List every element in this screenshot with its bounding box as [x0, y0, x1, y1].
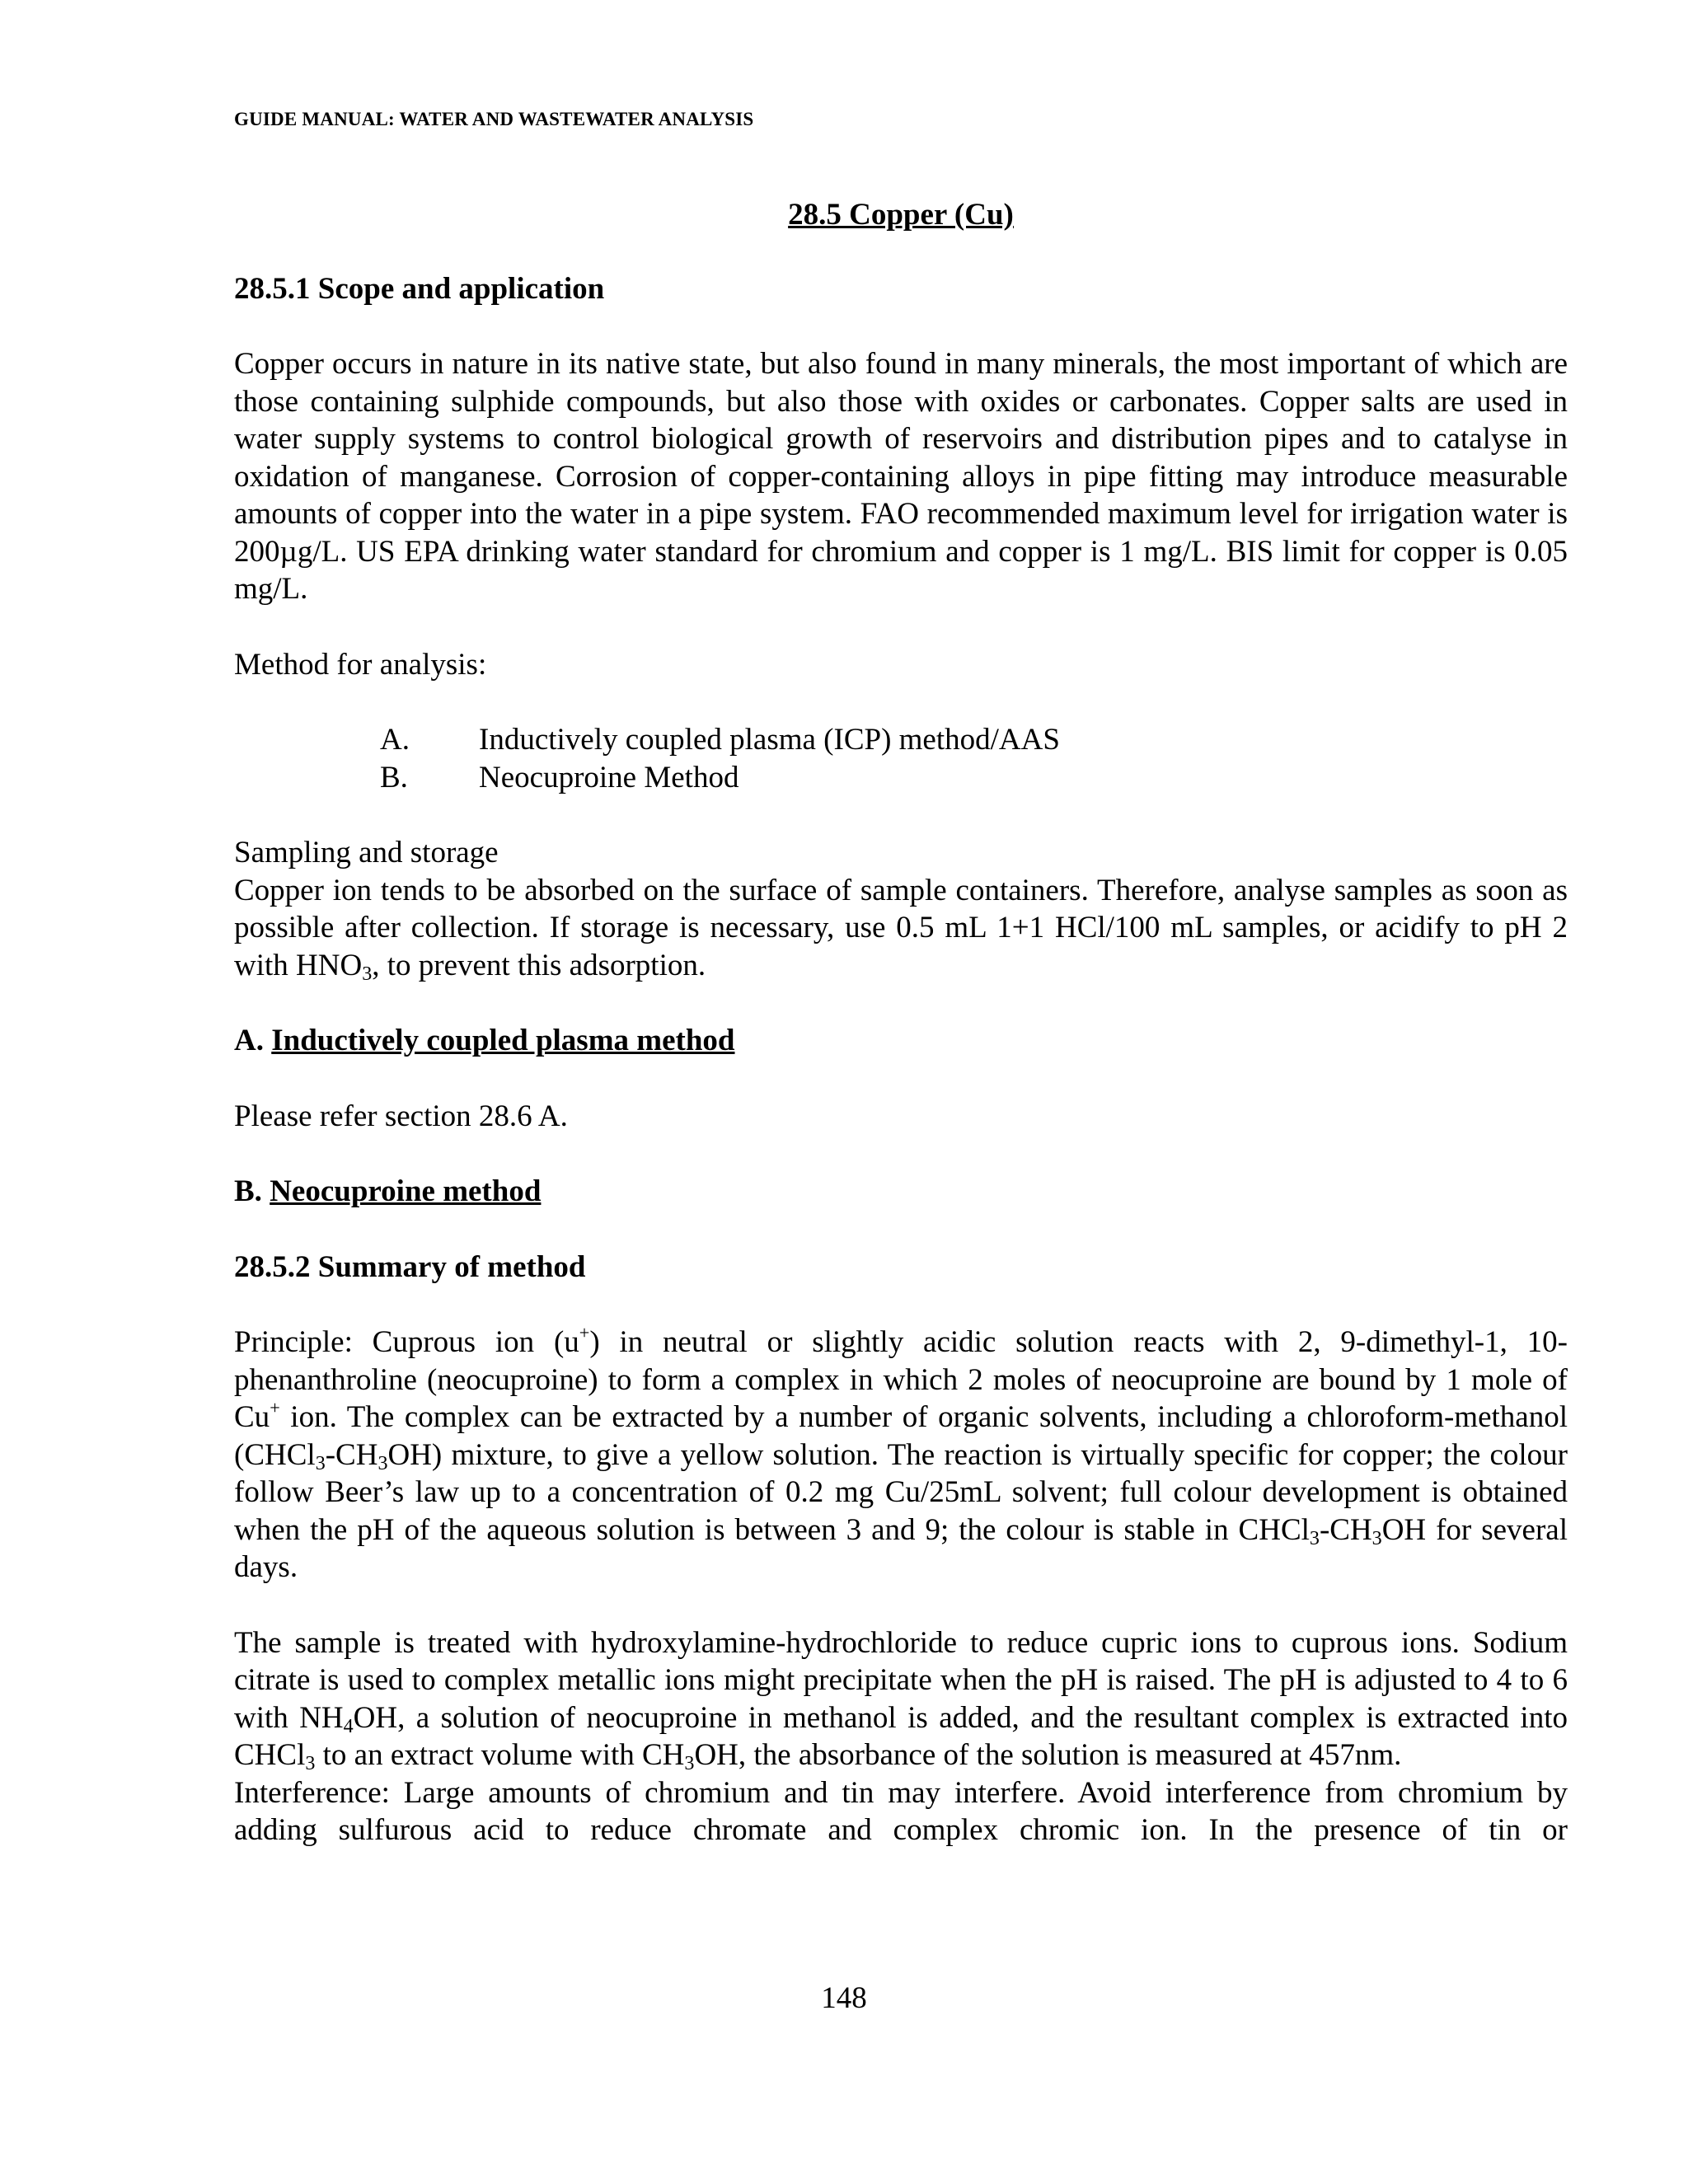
list-item-text: Neocuproine Method	[479, 760, 739, 794]
subscript: 3	[377, 1452, 388, 1474]
scope-paragraph: Copper occurs in nature in its native state, but also found in many minerals, the most important of which are those containing sulphide compounds, but also those with oxides or carbonates. Copper salts are used in water supply systems to control biological growth of reservoirs and distribution pipes and to catalyse in oxidation of manganese. Corrosion of copper-containing alloys in pipe fitting may introduce measurable amounts of copper into the water in a pipe system. FAO recommended maximum level for irrigation water is 200µg/L. US EPA drinking water standard for chromium and copper is 1 mg/L. BIS limit for copper is 0.05 mg/L.	[234, 347, 1568, 606]
summary-heading: 28.5.2 Summary of method	[234, 1249, 586, 1284]
subscript: 3	[315, 1452, 326, 1474]
subscript: 3	[1309, 1527, 1320, 1549]
text-run: OH for several days.	[234, 1512, 1568, 1584]
superscript: +	[579, 1322, 590, 1343]
method-b-prefix: B.	[234, 1174, 262, 1208]
procedure-paragraph	[234, 1624, 1568, 1774]
subscript: 3	[1372, 1527, 1382, 1549]
text-run: Principle: Cuprous ion (u	[234, 1325, 579, 1359]
text-run: to an extract volume with CH	[315, 1738, 685, 1772]
page-number: 148	[821, 1981, 867, 2015]
text-run: The sample is treated with hydroxylamine-hydrochloride to reduce cupric ions to cuprous ions. Sodium citrate is used to complex metallic ions might precipitate when the pH is raised. The pH is adjusted to 4 to 6 with NH	[234, 1625, 1568, 1735]
list-item	[234, 759, 1568, 797]
text-run: OH, the absorbance of the solution is measured at 457nm.	[694, 1738, 1402, 1772]
scope-heading: 28.5.1 Scope and application	[234, 271, 605, 306]
text-run: ) in neutral or slightly acidic solution reacts with 2, 9-dimethyl-1, 10-phenanthroline (neocuproine) to form a complex in which 2 moles of neocuproine are bound by 1 mole of Cu	[234, 1325, 1568, 1434]
page-content	[234, 196, 1568, 1849]
principle-paragraph	[234, 1324, 1568, 1586]
methods-list	[234, 721, 1568, 796]
text-run: -CH	[325, 1437, 378, 1472]
list-item-letter: A.	[380, 723, 410, 757]
superscript: +	[270, 1397, 280, 1418]
text-run: OH, a solution of neocuproine in methanol is added, and the resultant complex is extracted into CHCl	[234, 1700, 1568, 1772]
sampling-text: Copper ion tends to be absorbed on the surface of sample containers. Therefore, analyse samples as soon as possible after collection. If storage is necessary, use 0.5 mL 1+1 HCl/100 mL samples, or acidify to pH 2 with HNO	[234, 873, 1568, 982]
subscript: 3	[684, 1753, 695, 1774]
section-title: 28.5 Copper (Cu)	[788, 198, 1014, 232]
methods-intro: Method for analysis:	[234, 647, 487, 682]
method-a-paragraph: Please refer section 28.6 A.	[234, 1099, 568, 1133]
list-item-text: Inductively coupled plasma (ICP) method/AAS	[479, 723, 1060, 757]
subscript: 3	[305, 1753, 316, 1774]
method-b-title: Neocuproine method	[270, 1174, 542, 1208]
method-a-prefix: A.	[234, 1024, 264, 1057]
running-header: GUIDE MANUAL: WATER AND WASTEWATER ANALYSIS	[234, 109, 754, 129]
subscript: 4	[343, 1715, 354, 1737]
subscript: 3	[362, 963, 373, 985]
sampling-title: Sampling and storage	[234, 836, 499, 869]
method-a-title: Inductively coupled plasma method	[271, 1024, 735, 1057]
list-item-letter: B.	[380, 760, 408, 794]
method-b-heading	[234, 1173, 1568, 1211]
sampling-text: , to prevent this adsorption.	[372, 948, 706, 982]
text-run: -CH	[1319, 1512, 1372, 1547]
text-run: ion. The complex can be extracted by a number of organic solvents, including a chloroform-methanol (CHCl	[234, 1400, 1568, 1472]
list-item	[234, 721, 1568, 759]
text-run: OH) mixture, to give a yellow solution. The reaction is virtually specific for copper; the colour follow Beer’s law up to a concentration of 0.2 mg Cu/25mL solvent; full colour development is obtained when the pH of the aqueous solution is between 3 and 9; the colour is stable in CHCl	[234, 1437, 1568, 1547]
method-a-heading	[234, 1022, 1568, 1060]
interference-paragraph: Interference: Large amounts of chromium and tin may interfere. Avoid interference from chromium by adding sulfurous acid to reduce chromate and complex chromic ion. In the presence of tin or	[234, 1775, 1568, 1847]
sampling-paragraph	[234, 872, 1568, 985]
